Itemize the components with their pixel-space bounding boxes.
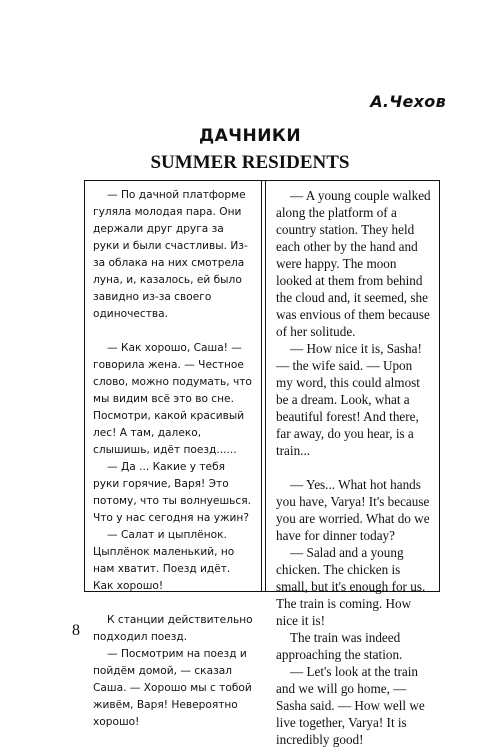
russian-paragraph: — Как хорошо, Саша! — говорила жена. — Честное слово, можно подумать, что мы видим всё это во сне. Посмотри, какой красивый лес! А там, далеко, слышишь, идёт поезд...... [93, 342, 252, 456]
title-english: SUMMER RESIDENTS [150, 152, 350, 173]
author-name: А.Чехов [370, 92, 446, 111]
russian-paragraph: — Посмотрим на поезд и пойдём домой, — сказал Саша. — Хорошо мы с тобой живём, Варя! Невероятно хорошо! [93, 648, 252, 728]
english-paragraph: — A young couple walked along the platform of a country station. They held each other by the hand and were happy. The moon looked at them from behind the cloud and, it seemed, she was envious of them because of her solitude. [276, 188, 431, 339]
english-column [266, 181, 438, 747]
russian-paragraph: — По дачной платформе гуляла молодая пара. Они держали друг друга за руки и были счастливы. Из-за облака на них смотрела луна, и, казалось, ей было завидно из-за своего одиночества. [93, 189, 248, 320]
title-russian: ДАЧНИКИ [198, 126, 302, 146]
english-paragraph: The train was indeed approaching the station. [276, 630, 403, 662]
english-paragraph: — How nice it is, Sasha! — the wife said. — Upon my word, this could almost be a dream. Look, what a beautiful forest! And there, far away, do you hear, is a train... [276, 341, 422, 458]
page-number: 8 [72, 622, 80, 639]
russian-paragraph: — Салат и цыплёнок. Цыплёнок маленький, но нам хватит. Поезд идёт. Как хорошо! [93, 529, 235, 592]
english-paragraph: — Yes... What hot hands you have, Varya! It's because you are worried. What do we have for dinner today? [276, 477, 430, 543]
russian-column [85, 181, 261, 728]
english-paragraph: — Salad and a young chicken. The chicken is small, but it's enough for us. The train is coming. How nice it is! [276, 545, 426, 628]
russian-paragraph: К станции действительно подходил поезд. [93, 614, 253, 643]
russian-paragraph: — Да ... Какие у тебя руки горячие, Варя! Это потому, что ты волнуешься. Что у нас сегодня на ужин? [93, 461, 251, 524]
english-paragraph: — Let's look at the train and we will go home, — Sasha said. — How well we live together, Varya! It is incredibly good! [276, 664, 425, 747]
parallel-text-table [84, 180, 440, 747]
